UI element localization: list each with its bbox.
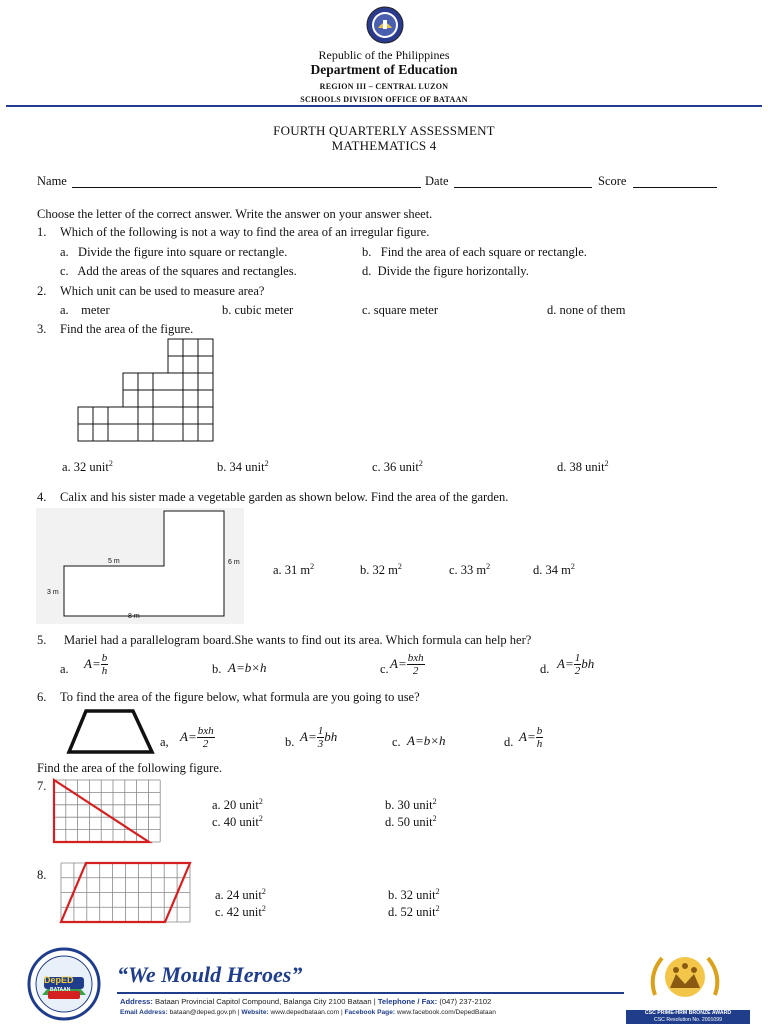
q4-choice-c	[449, 562, 490, 578]
name-label: Name	[37, 174, 67, 188]
q2-choice-d: d. none of them	[547, 303, 626, 317]
csc-award-banner	[626, 1010, 750, 1024]
q3-choice-a-text: a. 32 unit	[62, 460, 109, 475]
q5-d-num: 1	[574, 652, 581, 664]
q5-a-lhs: A=	[84, 656, 101, 672]
q7-choice-d-sup: 2	[432, 814, 437, 823]
q8-choice-c-sup: 2	[261, 904, 266, 913]
q6-b-den: 3	[317, 738, 324, 750]
date-label: Date	[425, 174, 449, 188]
q6-choice-d-letter: d.	[504, 735, 514, 749]
q8-choice-d-sup: 2	[435, 904, 440, 913]
division-text: SCHOOLS DIVISION OFFICE OF BATAAN	[300, 95, 468, 104]
q4-label-left: 3 m	[47, 589, 59, 596]
q5-choice-a-formula	[84, 652, 108, 677]
q6-choice-b-formula	[300, 725, 337, 750]
q7-choice-c	[212, 814, 263, 830]
deped-logo-text: DepED	[44, 975, 74, 985]
q3-choice-a	[62, 459, 113, 475]
q5-number: 5.	[37, 633, 47, 647]
q7-right-triangle-grid-figure	[52, 778, 164, 846]
q8-choice-b	[388, 887, 440, 903]
q4-label-right: 6 m	[228, 559, 240, 566]
q3-choice-b-sup: 2	[264, 459, 269, 468]
facebook-link[interactable]: www.facebook.com/DepedBataan	[396, 1009, 496, 1016]
q8-choice-d-text: d. 52 unit	[388, 905, 436, 920]
q5-c-den: 2	[412, 665, 419, 677]
q7-choice-a-sup: 2	[258, 797, 263, 806]
q5-d-lhs: A=	[557, 656, 574, 672]
q1-choice-c: c. Add the areas of the squares and rectangles.	[60, 264, 297, 278]
score-label: Score	[598, 174, 627, 188]
q5-choice-a-letter: a.	[60, 662, 69, 676]
q1-choice-a: a. Divide the figure into square or rectangle.	[60, 245, 288, 259]
q6-d-lhs: A=	[519, 729, 536, 745]
q6-a-den: 2	[202, 738, 209, 750]
q7-choice-d-text: d. 50 unit	[385, 815, 433, 830]
q3-text: Find the area of the figure.	[60, 322, 194, 336]
region-text: REGION III – CENTRAL LUZON	[319, 82, 449, 91]
phone-label: Telephone / Fax:	[377, 997, 438, 1006]
q5-choice-d-formula	[557, 652, 594, 677]
q5-d-den: 2	[574, 665, 581, 677]
subject-title: MATHEMATICS 4	[331, 138, 437, 153]
q4-choice-d-sup: 2	[570, 562, 575, 571]
q5-a-num: b	[101, 652, 108, 664]
deped-seal-logo	[366, 6, 404, 44]
website-link[interactable]: www.depedbataan.com	[270, 1009, 340, 1016]
q3-choice-d-sup: 2	[604, 459, 609, 468]
q5-c-num: bxh	[407, 652, 424, 664]
q5-d-rhs: bh	[581, 656, 595, 672]
q7-choice-b	[385, 797, 437, 813]
q5-choice-b-formula: A=b×h	[228, 660, 267, 675]
footer-address-line: Address: Bataan Provincial Capitol Compound, Balanga City 2100 Bataan | Telephone / Fax: (047) 237-2102	[120, 997, 492, 1006]
q4-choice-d	[533, 562, 575, 578]
q6-choice-b-letter: b.	[285, 735, 295, 749]
footer-motto: “We Mould Heroes”	[117, 962, 303, 987]
q1-choice-b: b. Find the area of each square or rectangle.	[362, 245, 587, 259]
q4-choice-a-text: a. 31 m	[273, 563, 311, 578]
csc-award-emblem	[640, 950, 730, 1012]
q8-choice-b-text: b. 32 unit	[388, 888, 436, 903]
q2-number: 2.	[37, 284, 47, 298]
q7-choice-b-sup: 2	[432, 797, 437, 806]
q4-number: 4.	[37, 490, 47, 504]
assessment-title: FOURTH QUARTERLY ASSESSMENT	[273, 123, 495, 138]
email-label: Email Address:	[120, 1009, 168, 1016]
q3-choice-d	[557, 459, 609, 475]
q3-choice-a-sup: 2	[108, 459, 113, 468]
phone-value: (047) 237-2102	[439, 997, 492, 1006]
instructions: Choose the letter of the correct answer. Write the answer on your answer sheet.	[37, 207, 433, 221]
q6-choice-c-letter: c.	[392, 735, 401, 749]
q4-label-top: 5 m	[108, 558, 120, 565]
address-label: Address:	[120, 997, 153, 1006]
footer-divider	[117, 992, 624, 994]
q4-choice-a-sup: 2	[310, 562, 315, 571]
q2-choice-a: a. meter	[60, 303, 110, 317]
q5-choice-c-letter: c.	[380, 662, 389, 676]
q3-choice-b-text: b. 34 unit	[217, 460, 265, 475]
q6-b-lhs: A=	[300, 729, 317, 745]
q7-choice-d	[385, 814, 437, 830]
department-text: Department of Education	[310, 62, 458, 77]
q7-choice-a	[212, 797, 263, 813]
q5-text: Mariel had a parallelogram board.She wants to find out its area. Which formula can help her?	[64, 633, 532, 647]
q4-choice-d-text: d. 34 m	[533, 563, 571, 578]
q1-number: 1.	[37, 225, 47, 239]
q5-choice-b-letter: b.	[212, 662, 222, 676]
q8-parallelogram-grid-figure	[58, 860, 198, 926]
deped-logo-sub: BATAAN	[50, 987, 71, 993]
q3-choice-c-sup: 2	[418, 459, 423, 468]
q6-choice-d-formula	[519, 725, 543, 750]
q8-number: 8.	[37, 868, 47, 882]
q3-choice-d-text: d. 38 unit	[557, 460, 605, 475]
q8-choice-c	[215, 904, 266, 920]
q6-choice-c-formula: A=b×h	[407, 733, 446, 748]
q4-label-bottom: 8 m	[128, 613, 140, 620]
q2-choice-b: b. cubic meter	[222, 303, 294, 317]
q8-choice-a-sup: 2	[261, 887, 266, 896]
q6-text: To find the area of the figure below, what formula are you going to use?	[60, 690, 420, 704]
q8-choice-a-text: a. 24 unit	[215, 888, 262, 903]
q4-choice-b	[360, 562, 402, 578]
q7-choice-a-text: a. 20 unit	[212, 798, 259, 813]
q2-text: Which unit can be used to measure area?	[60, 284, 265, 298]
award-title: CSC PRIME-HRM BRONZE AWARD	[644, 1010, 732, 1016]
q7-choice-c-text: c. 40 unit	[212, 815, 259, 830]
q4-garden-figure	[36, 508, 244, 624]
q6-a-num: bxh	[197, 725, 214, 737]
q6-choice-a-letter: a,	[160, 735, 169, 749]
q6-a-lhs: A=	[180, 729, 197, 745]
q7-choice-b-text: b. 30 unit	[385, 798, 433, 813]
q6-choice-a-formula	[180, 725, 215, 750]
q8-choice-c-text: c. 42 unit	[215, 905, 262, 920]
footer-contact-line: Email Address: bataan@deped.gov.ph | Website: www.depedbataan.com | Facebook Page: www.facebook.com/DepedBataan	[120, 1009, 496, 1016]
q3-choice-c-text: c. 36 unit	[372, 460, 419, 475]
q4-choice-c-text: c. 33 m	[449, 563, 487, 578]
q4-choice-c-sup: 2	[486, 562, 491, 571]
q2-choice-c: c. square meter	[362, 303, 439, 317]
q7-number: 7.	[37, 779, 47, 793]
q8-choice-d	[388, 904, 440, 920]
q5-c-lhs: A=	[390, 656, 407, 672]
q1-choice-d: d. Divide the figure horizontally.	[362, 264, 529, 278]
q7-choice-c-sup: 2	[258, 814, 263, 823]
q6-b-num: 1	[317, 725, 324, 737]
q6-trapezoid-figure	[66, 708, 156, 756]
q8-choice-b-sup: 2	[435, 887, 440, 896]
q5-choice-d-letter: d.	[540, 662, 550, 676]
score-field[interactable]	[633, 187, 717, 188]
q3-staircase-grid-figure	[76, 338, 216, 444]
website-label: Website:	[241, 1009, 269, 1016]
name-field[interactable]	[72, 187, 421, 188]
q3-number: 3.	[37, 322, 47, 336]
date-field[interactable]	[454, 187, 592, 188]
award-resolution: CSC Resolution No. 2001099	[653, 1017, 723, 1023]
q4-text: Calix and his sister made a vegetable garden as shown below. Find the area of the garden.	[60, 490, 509, 504]
q5-choice-c-formula	[390, 652, 425, 677]
q6-d-num: b	[536, 725, 543, 737]
q4-choice-a	[273, 562, 314, 578]
q5-a-den: h	[101, 665, 108, 677]
q3-choice-b	[217, 459, 269, 475]
address-value: Bataan Provincial Capitol Compound, Balanga City 2100 Bataan	[155, 997, 372, 1006]
email-value[interactable]: bataan@deped.gov.ph	[169, 1009, 236, 1016]
q8-choice-a	[215, 887, 266, 903]
q1-text: Which of the following is not a way to find the area of an irregular figure.	[60, 225, 430, 239]
q6-b-rhs: bh	[324, 729, 338, 745]
section-2-instructions: Find the area of the following figure.	[37, 761, 223, 775]
republic-text: Republic of the Philippines	[318, 48, 450, 62]
q4-choice-b-sup: 2	[397, 562, 402, 571]
q4-choice-b-text: b. 32 m	[360, 563, 398, 578]
q6-number: 6.	[37, 690, 47, 704]
header-divider	[6, 105, 762, 107]
q3-choice-c	[372, 459, 423, 475]
facebook-label: Facebook Page:	[344, 1009, 396, 1016]
q6-d-den: h	[536, 738, 543, 750]
